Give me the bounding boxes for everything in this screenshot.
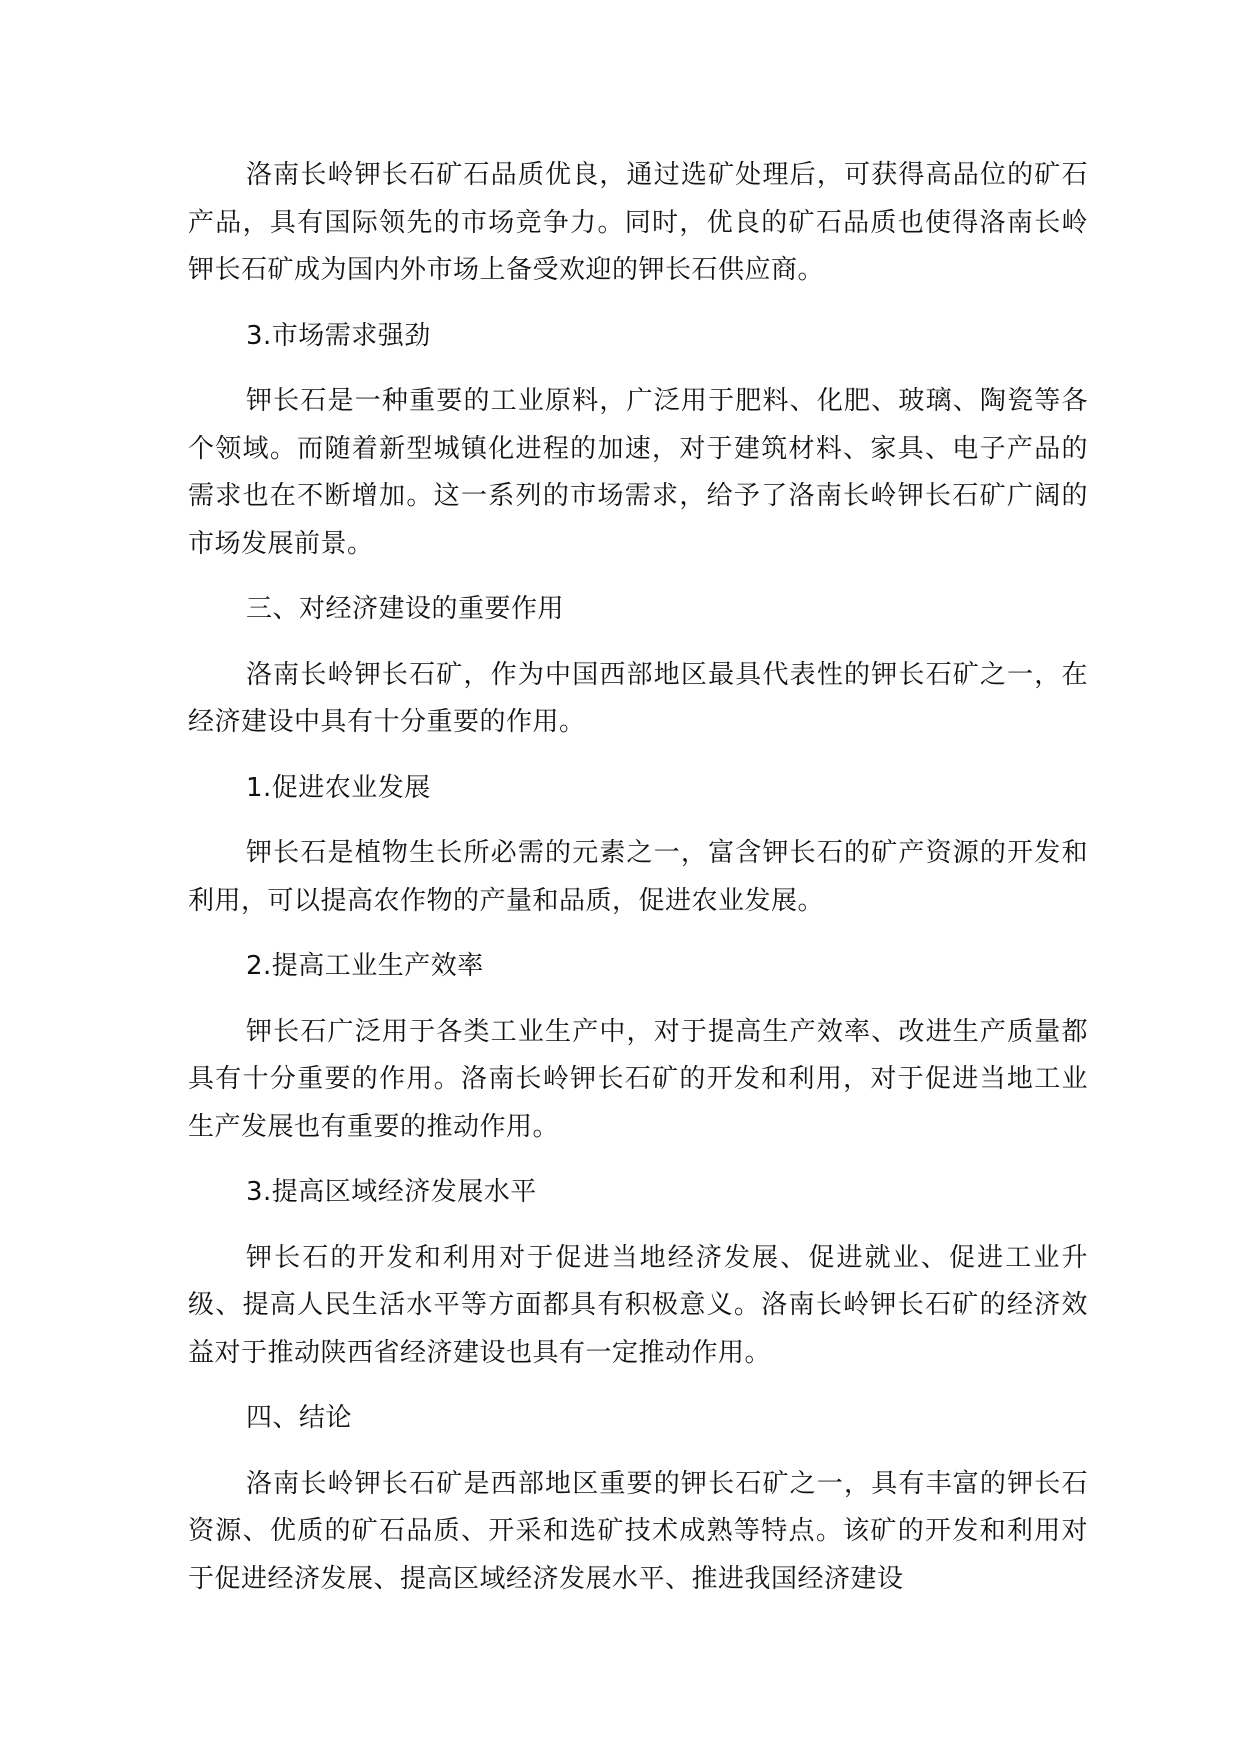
paragraph-market-demand: 钾长石是一种重要的工业原料，广泛用于肥料、化肥、玻璃、陶瓷等各个领域。而随着新型城镇化进程的加速，对于建筑材料、家具、电子产品的需求也在不断增加。这一系列的市场需求，给予了洛南长岭钾长石矿广阔的市场发展前景。	[188, 386, 1088, 559]
heading-agriculture: 1.促进农业发展	[246, 772, 431, 803]
heading-industry-efficiency: 2.提高工业生产效率	[246, 951, 484, 981]
document-body	[188, 152, 1088, 1603]
paragraph-economic-role: 洛南长岭钾长石矿，作为中国西部地区最具代表性的钾长石矿之一，在经济建设中具有十分重要的作用。	[188, 659, 1088, 737]
paragraph-regional-economy: 钾长石的开发和利用对于促进当地经济发展、促进就业、促进工业升级、提高人民生活水平等方面都具有积极意义。洛南长岭钾长石矿的经济效益对于推动陕西省经济建设也具有一定推动作用。	[188, 1242, 1088, 1368]
paragraph-agriculture: 钾长石是植物生长所必需的元素之一，富含钾长石的矿产资源的开发和利用，可以提高农作物的产量和品质，促进农业发展。	[188, 838, 1088, 916]
paragraph-ore-quality: 洛南长岭钾长石矿石品质优良，通过选矿处理后，可获得高品位的矿石产品，具有国际领先的市场竞争力。同时，优良的矿石品质也使得洛南长岭钾长石矿成为国内外市场上备受欢迎的钾长石供应商。	[188, 160, 1088, 285]
paragraph-conclusion: 洛南长岭钾长石矿是西部地区重要的钾长石矿之一，具有丰富的钾长石资源、优质的矿石品质、开采和选矿技术成熟等特点。该矿的开发和利用对于促进经济发展、提高区域经济发展水平、推进我国经济建设	[188, 1468, 1088, 1594]
heading-conclusion: 四、结论	[246, 1403, 353, 1433]
heading-economic-role: 三、对经济建设的重要作用	[246, 594, 565, 624]
heading-market-demand: 3.市场需求强劲	[246, 320, 431, 351]
paragraph-industry-efficiency: 钾长石广泛用于各类工业生产中，对于提高生产效率、改进生产质量都具有十分重要的作用。洛南长岭钾长石矿的开发和利用，对于促进当地工业生产发展也有重要的推动作用。	[188, 1016, 1088, 1142]
heading-regional-economy: 3.提高区域经济发展水平	[246, 1177, 537, 1207]
